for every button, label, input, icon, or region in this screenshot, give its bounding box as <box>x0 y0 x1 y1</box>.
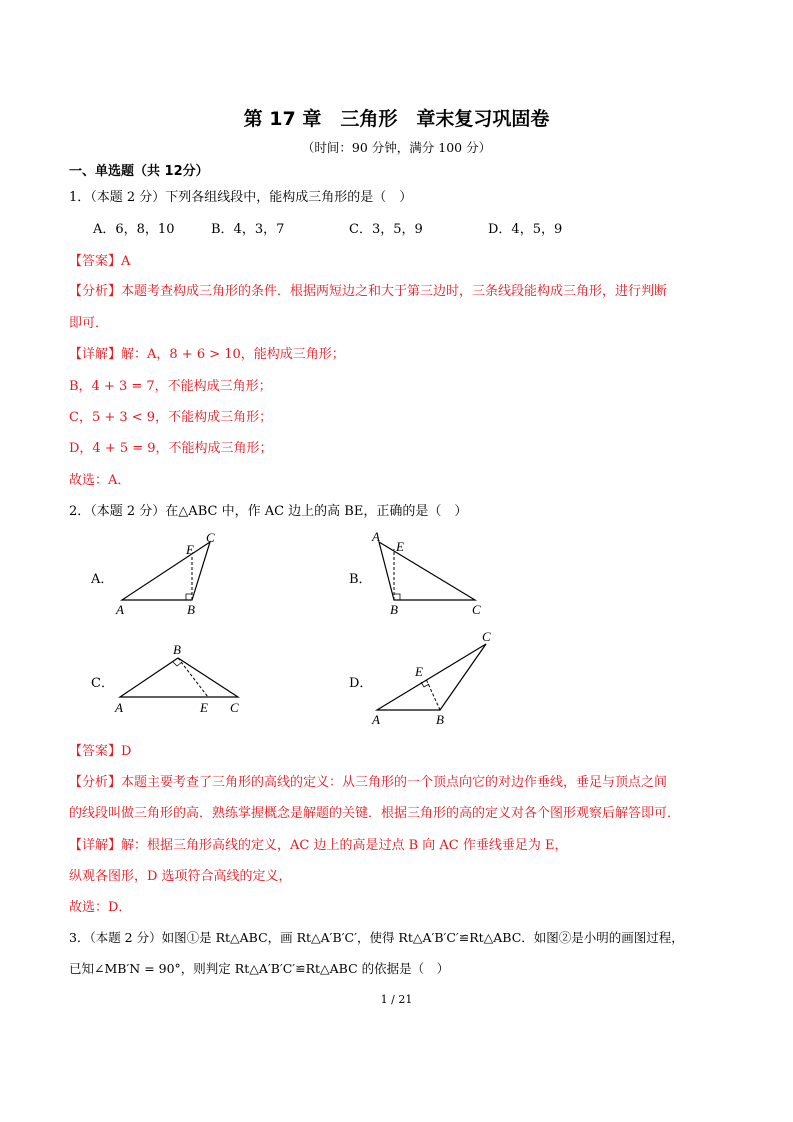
q2-choose: 故选：D． <box>69 900 132 915</box>
q1-choose: 故选：A． <box>69 473 131 488</box>
vertex-label-e: E <box>186 542 194 557</box>
q2-figure-c <box>110 640 250 720</box>
q2-figure-d <box>365 628 505 728</box>
q2-detail-line2: 纵观各图形，D 选项符合高线的定义， <box>69 869 292 884</box>
triangle-d <box>377 644 486 710</box>
q2-answer: 【答案】D <box>69 744 132 759</box>
vertex-label-c: C <box>206 530 215 545</box>
vertex-label-b: B <box>187 602 195 617</box>
q2-detail-line1: 【详解】解：根据三角形高线的定义，AC 边上的高是过点 B 向 AC 作垂线垂足为 E， <box>69 838 568 853</box>
right-angle-mark-c <box>173 662 182 666</box>
vertex-label-a: A <box>372 712 380 727</box>
q1-stem: 1．（本题 2 分）下列各组线段中，能构成三角形的是（ ） <box>69 190 413 205</box>
altitude-c <box>178 658 208 697</box>
q2-option-d-label: D． <box>349 676 373 691</box>
page-number: 1 / 21 <box>380 993 413 1006</box>
q1-option-a: A．6，8，10 <box>93 222 175 237</box>
vertex-label-a: A <box>115 700 123 715</box>
right-angle-mark-b <box>394 594 400 600</box>
page-title: 第 17 章 三角形 章末复习巩固卷 <box>243 108 550 130</box>
vertex-label-b: B <box>173 642 181 657</box>
q1-detail-line3: C，5 + 3 < 9，不能构成三角形； <box>69 410 273 425</box>
q1-detail-line2: B，4 + 3 = 7，不能构成三角形； <box>69 379 272 394</box>
vertex-label-c: C <box>482 629 491 644</box>
q2-analysis-line1: 【分析】本题主要考查了三角形的高线的定义：从三角形的一个顶点向它的对边作垂线，垂足与顶点之间 <box>69 775 668 790</box>
vertex-label-a: A <box>116 602 124 617</box>
vertex-label-e: E <box>415 664 423 679</box>
q2-figure-a <box>110 530 230 620</box>
q1-detail-line1: 【详解】解：A，8 + 6 > 10，能构成三角形； <box>69 347 345 362</box>
q2-figure-b <box>365 528 495 620</box>
vertex-label-b: B <box>390 602 398 617</box>
vertex-label-c: C <box>230 700 239 715</box>
page-subtitle: （时间：90 分钟，满分 100 分） <box>301 140 492 155</box>
q1-option-b: B．4，3，7 <box>211 222 285 237</box>
section-heading: 一、单选题（共 12分） <box>69 164 209 179</box>
q1-option-d: D．4，5，9 <box>488 222 563 237</box>
q1-answer: 【答案】A <box>69 254 131 269</box>
altitude-d <box>426 679 440 710</box>
q3-stem-line1: 3．（本题 2 分）如图①是 Rt△ABC，画 Rt△A′B′C′，使得 Rt△A′B′C′≌Rt△ABC．如图②是小明的画图过程， <box>69 930 684 945</box>
q2-option-b-label: B． <box>349 572 372 587</box>
q2-option-a-label: A． <box>91 572 114 587</box>
q3-stem-line2: 已知∠MB′N = 90°，则判定 Rt△A′B′C′≌Rt△ABC 的依据是（ ） <box>69 961 450 976</box>
vertex-label-b: B <box>436 712 444 727</box>
q2-analysis-line2: 的线段叫做三角形的高．熟练掌握概念是解题的关键．根据三角形的高的定义对各个图形观察后解答即可． <box>69 806 681 821</box>
q2-stem: 2．（本题 2 分）在△ABC 中，作 AC 边上的高 BE，正确的是（ ） <box>69 504 468 519</box>
q1-detail-line4: D，4 + 5 = 9，不能构成三角形； <box>69 441 273 456</box>
triangle-c <box>120 658 238 697</box>
triangle-a <box>122 542 210 600</box>
vertex-label-a: A <box>372 529 380 544</box>
right-angle-mark-a <box>186 594 192 600</box>
vertex-label-e: E <box>396 539 404 554</box>
q1-option-c: C．3，5，9 <box>349 222 423 237</box>
triangle-b <box>379 542 475 600</box>
q2-option-c-label: C． <box>91 676 114 691</box>
q1-analysis-line1: 【分析】本题考查构成三角形的条件．根据两短边之和大于第三边时，三条线段能构成三角形，进行判断 <box>69 284 668 299</box>
vertex-label-e: E <box>200 700 208 715</box>
q1-analysis-line2: 即可． <box>69 316 109 331</box>
vertex-label-c: C <box>472 602 481 617</box>
